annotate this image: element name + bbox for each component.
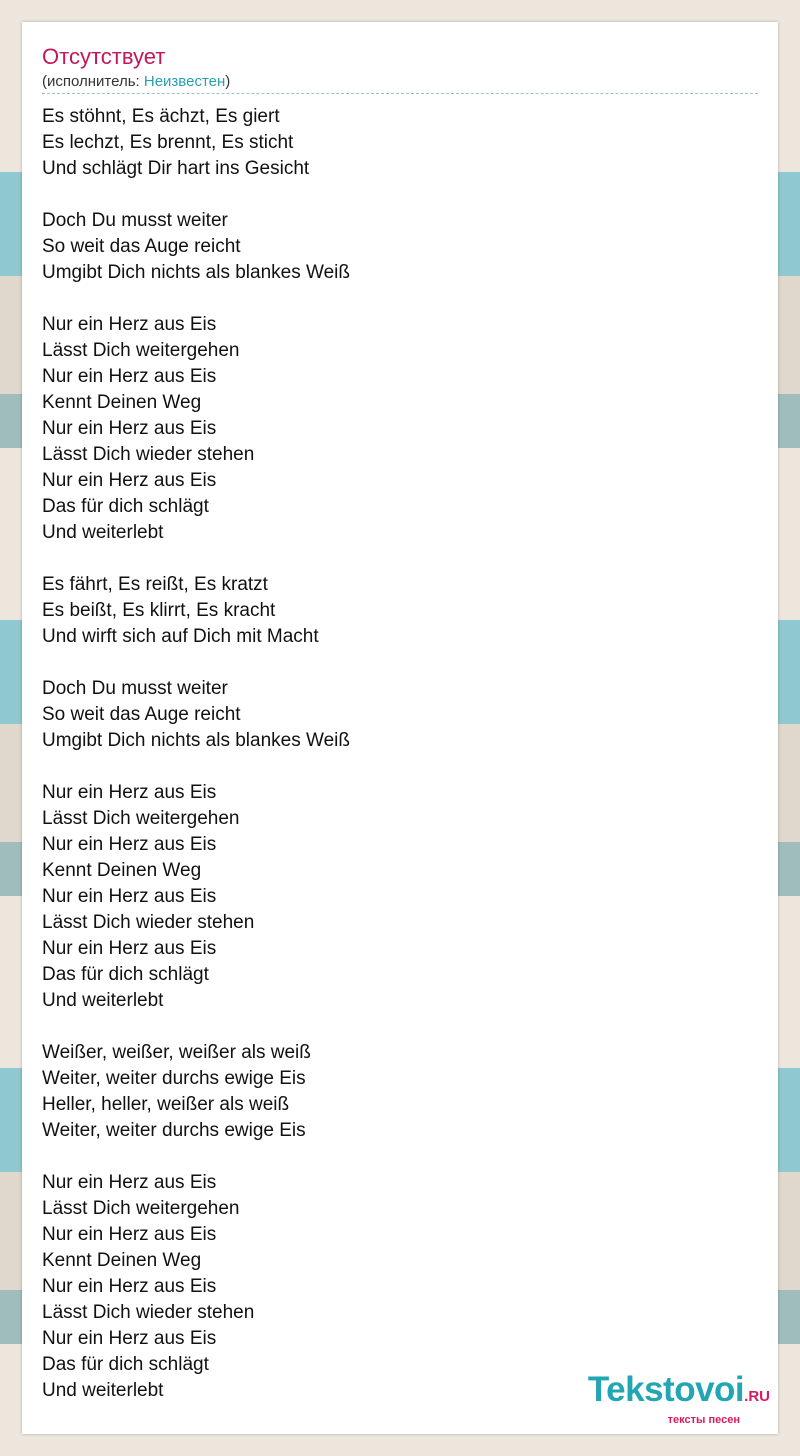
lyrics-line: Das für dich schlägt bbox=[42, 1354, 209, 1375]
logo-main-text: Tekstovoi bbox=[587, 1370, 745, 1409]
lyrics-line: Kennt Deinen Weg bbox=[42, 1250, 202, 1271]
lyrics-line: Das für dich schlägt bbox=[42, 964, 209, 985]
lyrics-line: Lässt Dich weitergehen bbox=[42, 808, 240, 829]
lyrics-stanza bbox=[42, 1040, 350, 1144]
lyrics-line: Weißer, weißer, weißer als weiß bbox=[42, 1042, 311, 1063]
lyrics-line: Doch Du musst weiter bbox=[42, 210, 228, 231]
lyrics-text bbox=[42, 104, 350, 1430]
lyrics-line: Nur ein Herz aus Eis bbox=[42, 1328, 217, 1349]
logo-wordmark bbox=[587, 1370, 770, 1414]
lyrics-line: Und wirft sich auf Dich mit Macht bbox=[42, 626, 319, 647]
lyrics-line: Nur ein Herz aus Eis bbox=[42, 1172, 217, 1193]
lyrics-line: Lässt Dich wieder stehen bbox=[42, 444, 255, 465]
lyrics-line: Doch Du musst weiter bbox=[42, 678, 228, 699]
artist-suffix: ) bbox=[225, 73, 231, 90]
lyrics-line: Kennt Deinen Weg bbox=[42, 860, 202, 881]
artist-link[interactable]: Неизвестен bbox=[143, 73, 226, 90]
site-logo[interactable] bbox=[587, 1370, 770, 1426]
lyrics-stanza bbox=[42, 1170, 350, 1404]
logo-tld: .RU bbox=[744, 1388, 770, 1405]
lyrics-line: Nur ein Herz aus Eis bbox=[42, 1276, 217, 1297]
lyrics-line: Nur ein Herz aus Eis bbox=[42, 366, 217, 387]
lyrics-stanza bbox=[42, 104, 350, 182]
lyrics-line: Es fährt, Es reißt, Es kratzt bbox=[42, 574, 268, 595]
lyrics-line: Und weiterlebt bbox=[42, 522, 164, 543]
lyrics-line: Lässt Dich wieder stehen bbox=[42, 912, 255, 933]
lyrics-line: Lässt Dich wieder stehen bbox=[42, 1302, 255, 1323]
lyrics-line: Kennt Deinen Weg bbox=[42, 392, 202, 413]
lyrics-line: Nur ein Herz aus Eis bbox=[42, 314, 217, 335]
lyrics-line: Umgibt Dich nichts als blankes Weiß bbox=[42, 262, 350, 283]
lyrics-line: Und weiterlebt bbox=[42, 990, 164, 1011]
lyrics-line: Das für dich schlägt bbox=[42, 496, 209, 517]
lyrics-stanza bbox=[42, 208, 350, 286]
lyrics-line: Und schlägt Dir hart ins Gesicht bbox=[42, 158, 310, 179]
artist-line bbox=[42, 73, 230, 91]
lyrics-stanza bbox=[42, 572, 350, 650]
lyrics-stanza bbox=[42, 780, 350, 1014]
lyrics-line: Nur ein Herz aus Eis bbox=[42, 938, 217, 959]
lyrics-line: Weiter, weiter durchs ewige Eis bbox=[42, 1068, 306, 1089]
lyrics-line: Nur ein Herz aus Eis bbox=[42, 418, 217, 439]
lyrics-line: Nur ein Herz aus Eis bbox=[42, 1224, 217, 1245]
logo-subtitle: тексты песен bbox=[667, 1414, 740, 1426]
lyrics-line: Es stöhnt, Es ächzt, Es giert bbox=[42, 106, 280, 127]
lyrics-card bbox=[22, 22, 778, 1434]
lyrics-line: Nur ein Herz aus Eis bbox=[42, 834, 217, 855]
lyrics-line: Es lechzt, Es brennt, Es sticht bbox=[42, 132, 294, 153]
lyrics-line: So weit das Auge reicht bbox=[42, 704, 241, 725]
lyrics-line: So weit das Auge reicht bbox=[42, 236, 241, 257]
lyrics-line: Lässt Dich weitergehen bbox=[42, 1198, 240, 1219]
lyrics-line: Lässt Dich weitergehen bbox=[42, 340, 240, 361]
title-divider bbox=[42, 93, 758, 94]
lyrics-line: Weiter, weiter durchs ewige Eis bbox=[42, 1120, 306, 1141]
lyrics-line: Heller, heller, weißer als weiß bbox=[42, 1094, 290, 1115]
lyrics-line: Nur ein Herz aus Eis bbox=[42, 470, 217, 491]
lyrics-line: Nur ein Herz aus Eis bbox=[42, 886, 217, 907]
lyrics-stanza bbox=[42, 312, 350, 546]
lyrics-line: Und weiterlebt bbox=[42, 1380, 164, 1401]
lyrics-line: Nur ein Herz aus Eis bbox=[42, 782, 217, 803]
lyrics-stanza bbox=[42, 676, 350, 754]
artist-prefix: (исполнитель: bbox=[42, 73, 144, 90]
song-title: Отсутствует bbox=[42, 44, 166, 69]
lyrics-line: Es beißt, Es klirrt, Es kracht bbox=[42, 600, 276, 621]
lyrics-line: Umgibt Dich nichts als blankes Weiß bbox=[42, 730, 350, 751]
